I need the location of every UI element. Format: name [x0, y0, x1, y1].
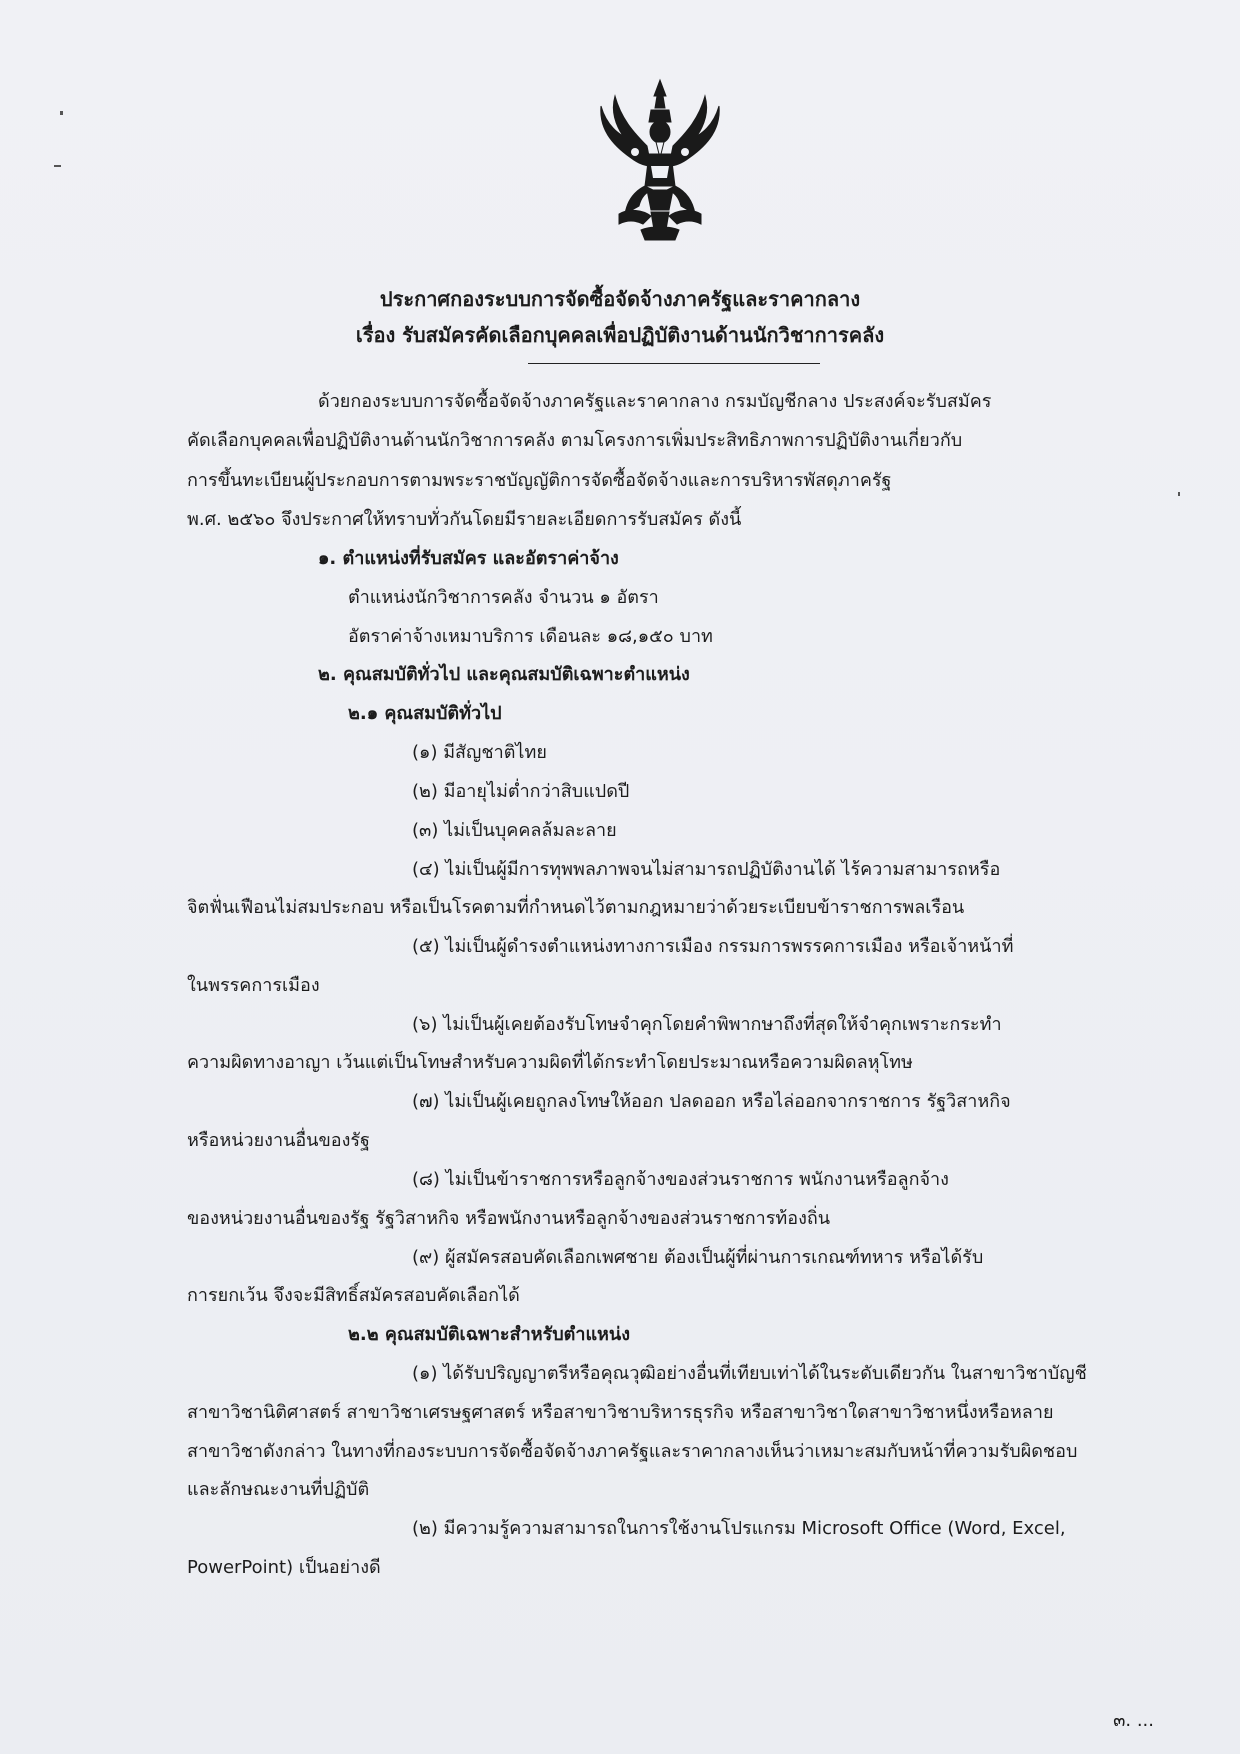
wage-text: อัตราค่าจ้างเหมาบริการ เดือนละ ๑๘,๑๕๐ บาท: [348, 626, 713, 647]
intro-line: การขึ้นทะเบียนผู้ประกอบการตามพระราชบัญญัติการจัดซื้อจัดจ้างและการบริหารพัสดุภาครัฐ: [187, 470, 892, 491]
qualification-item: (๕) ไม่เป็นผู้ดำรงตำแหน่งทางการเมือง กรรมการพรรคการเมือง หรือเจ้าหน้าที่: [412, 936, 1014, 957]
next-page-indicator: ๓. ...: [1113, 1710, 1154, 1731]
qualification-item: (๘) ไม่เป็นข้าราชการหรือลูกจ้างของส่วนราชการ พนักงานหรือลูกจ้าง: [412, 1169, 949, 1190]
qualification-item: (๗) ไม่เป็นผู้เคยถูกลงโทษให้ออก ปลดออก หรือไล่ออกจากราชการ รัฐวิสาหกิจ: [412, 1091, 1011, 1112]
qualification-item: (๑) มีสัญชาติไทย: [412, 742, 547, 763]
qualification-item: การยกเว้น จึงจะมีสิทธิ์สมัครสอบคัดเลือกได้: [187, 1285, 520, 1306]
announcement-subject: เรื่อง รับสมัครคัดเลือกบุคคลเพื่อปฏิบัติงานด้านนักวิชาการคลัง: [355, 323, 885, 347]
scan-speck: [60, 111, 63, 115]
section-2-2-heading: ๒.๒ คุณสมบัติเฉพาะสำหรับตำแหน่ง: [348, 1324, 631, 1345]
intro-line: พ.ศ. ๒๕๖๐ จึงประกาศให้ทราบทั่วกันโดยมีรายละเอียดการรับสมัคร ดังนี้: [187, 509, 742, 530]
qualification-item: ของหน่วยงานอื่นของรัฐ รัฐวิสาหกิจ หรือพนักงานหรือลูกจ้างของส่วนราชการท้องถิ่น: [187, 1208, 831, 1229]
qualification-item: จิตฟั่นเฟือนไม่สมประกอบ หรือเป็นโรคตามที่กำหนดไว้ตามกฎหมายว่าด้วยระเบียบข้าราชการพลเรือน: [187, 897, 965, 918]
announcement-title: ประกาศกองระบบการจัดซื้อจัดจ้างภาครัฐและราคากลาง: [379, 287, 861, 311]
intro-line: ด้วยกองระบบการจัดซื้อจัดจ้างภาครัฐและราคากลาง กรมบัญชีกลาง ประสงค์จะรับสมัคร: [318, 391, 992, 412]
qualification-item: (๓) ไม่เป็นบุคคลล้มละลาย: [412, 820, 617, 841]
intro-line: คัดเลือกบุคคลเพื่อปฏิบัติงานด้านนักวิชาการคลัง ตามโครงการเพิ่มประสิทธิภาพการปฏิบัติงานเกี่ยวกับ: [187, 430, 963, 451]
garuda-emblem-icon: [585, 74, 735, 244]
specific-item: PowerPoint) เป็นอย่างดี: [187, 1557, 381, 1578]
specific-item: (๑) ได้รับปริญญาตรีหรือคุณวุฒิอย่างอื่นที่เทียบเท่าได้ในระดับเดียวกัน ในสาขาวิชาบัญชี: [412, 1363, 1087, 1384]
qualification-item: (๖) ไม่เป็นผู้เคยต้องรับโทษจำคุกโดยคำพิพากษาถึงที่สุดให้จำคุกเพราะกระทำ: [412, 1014, 1002, 1035]
scan-speck: [1178, 492, 1180, 496]
section-2-1-heading: ๒.๑ คุณสมบัติทั่วไป: [348, 703, 502, 724]
specific-item: สาขาวิชานิติศาสตร์ สาขาวิชาเศรษฐศาสตร์ หรือสาขาวิชาบริหารธุรกิจ หรือสาขาวิชาใดสาขาวิชาหนึ่งหรือหลาย: [187, 1402, 1054, 1423]
qualification-item: ในพรรคการเมือง: [187, 975, 320, 996]
position-text: ตำแหน่งนักวิชาการคลัง จำนวน ๑ อัตรา: [348, 587, 659, 608]
qualification-item: หรือหน่วยงานอื่นของรัฐ: [187, 1130, 370, 1151]
scan-speck: [54, 165, 61, 167]
qualification-item: (๔) ไม่เป็นผู้มีการทุพพลภาพจนไม่สามารถปฏิบัติงานได้ ไร้ความสามารถหรือ: [412, 859, 1001, 880]
section-2-heading: ๒. คุณสมบัติทั่วไป และคุณสมบัติเฉพาะตำแหน่ง: [318, 664, 690, 685]
specific-item: (๒) มีความรู้ความสามารถในการใช้งานโปรแกรม Microsoft Office (Word, Excel,: [412, 1518, 1066, 1539]
section-1-heading: ๑. ตำแหน่งที่รับสมัคร และอัตราค่าจ้าง: [318, 548, 619, 569]
qualification-item: (๒) มีอายุไม่ต่ำกว่าสิบแปดปี: [412, 781, 630, 802]
title-underline: [528, 363, 820, 364]
specific-item: และลักษณะงานที่ปฏิบัติ: [187, 1479, 370, 1500]
qualification-item: ความผิดทางอาญา เว้นแต่เป็นโทษสำหรับความผิดที่ได้กระทำโดยประมาณหรือความผิดลหุโทษ: [187, 1052, 913, 1073]
qualification-item: (๙) ผู้สมัครสอบคัดเลือกเพศชาย ต้องเป็นผู้ที่ผ่านการเกณฑ์ทหาร หรือได้รับ: [412, 1247, 984, 1268]
specific-item: สาขาวิชาดังกล่าว ในทางที่กองระบบการจัดซื้อจัดจ้างภาครัฐและราคากลางเห็นว่าเหมาะสมกับหน้าที่ความรับผิดชอบ: [187, 1441, 1078, 1462]
